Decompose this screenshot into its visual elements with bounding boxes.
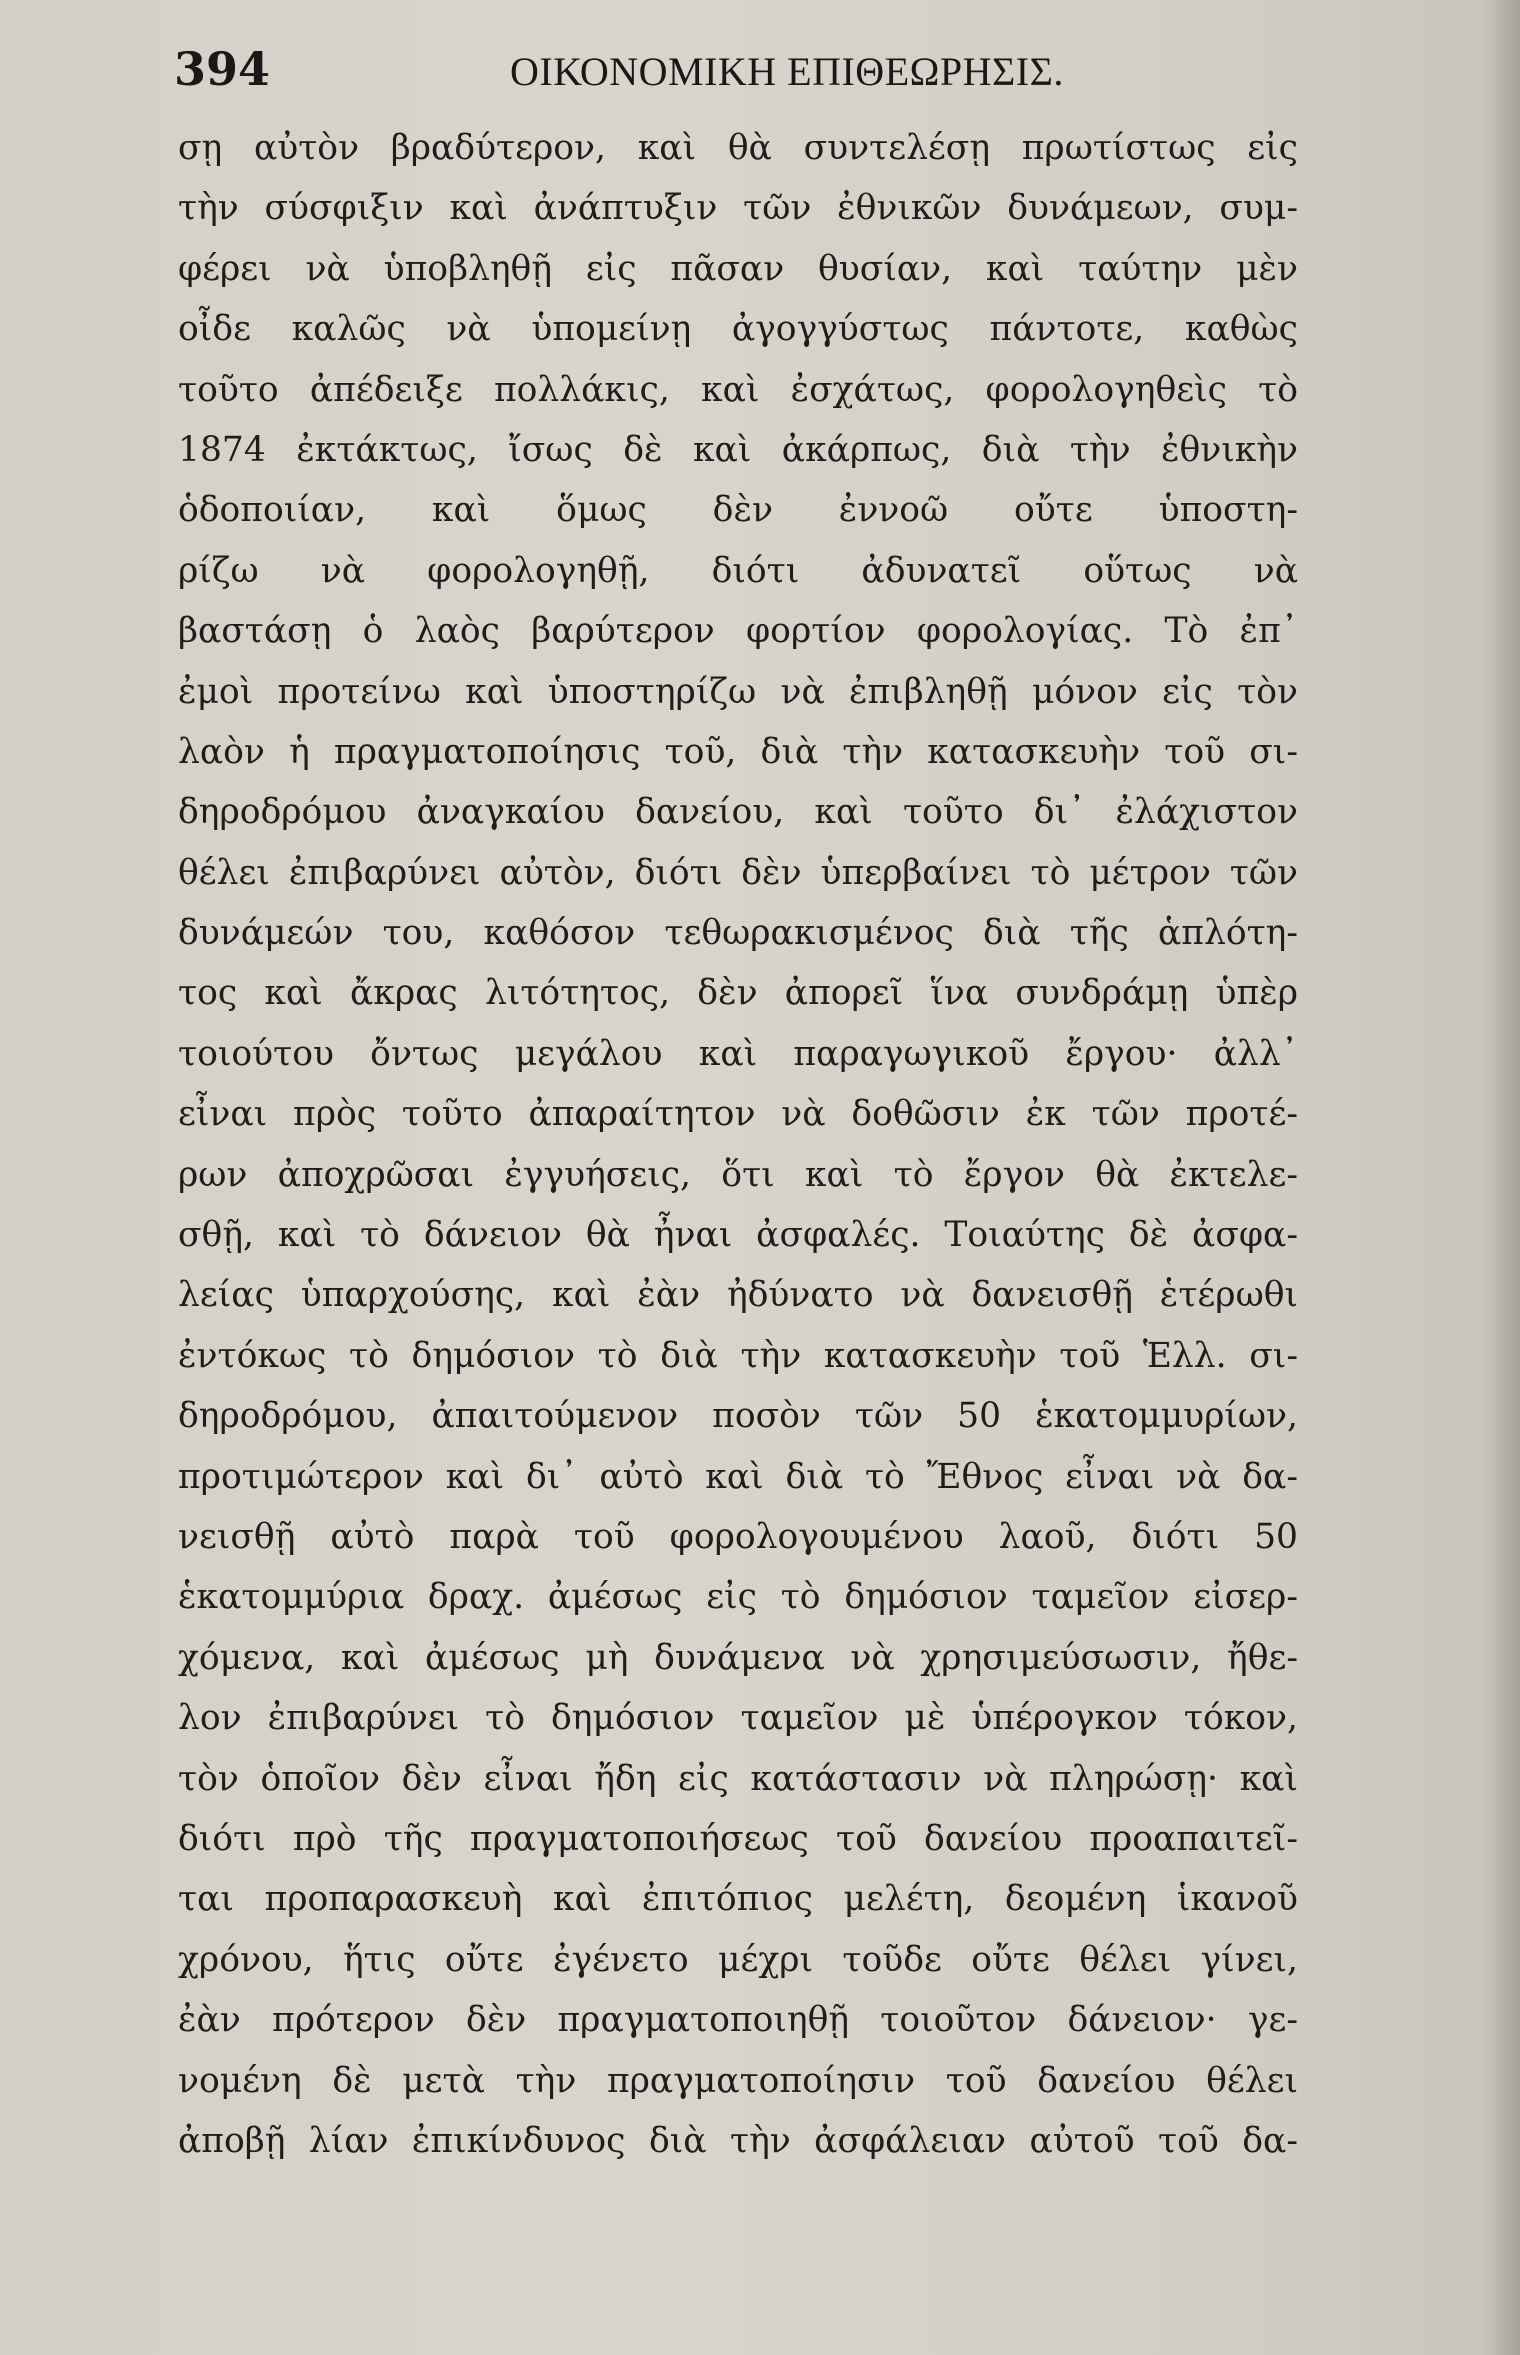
text-line: λον ἐπιβαρύνει τὸ δημόσιον ταμεῖον μὲ ὑπέρογκον τόκον,	[178, 1698, 1298, 1739]
text-line: εἶναι πρὸς τοῦτο ἀπαραίτητον νὰ δοθῶσιν ἐκ τῶν προτέ-	[178, 1094, 1298, 1135]
text-line: τὴν σύσφιξιν καὶ ἀνάπτυξιν τῶν ἐθνικῶν δυνάμεων, συμ-	[178, 188, 1298, 229]
text-line: ἐὰν πρότερον δὲν πραγματοποιηθῇ τοιοῦτον δάνειον· γε-	[178, 2000, 1298, 2041]
text-line: τοιούτου ὄντως μεγάλου καὶ παραγωγικοῦ ἔργου· ἀλλ᾽	[178, 1033, 1298, 1074]
text-line: τος καὶ ἄκρας λιτότητος, δὲν ἀπορεῖ ἵνα συνδράμῃ ὑπὲρ	[178, 973, 1298, 1014]
text-line: ται προπαρασκευὴ καὶ ἐπιτόπιος μελέτη, δεομένη ἱκανοῦ	[178, 1879, 1298, 1920]
running-head	[170, 42, 1330, 112]
body-text	[178, 118, 1318, 2171]
text-line: ὁδοποιίαν, καὶ ὅμως δὲν ἐννοῶ οὔτε ὑποστη-	[178, 490, 1298, 531]
text-line: σθῇ, καὶ τὸ δάνειον θὰ ἦναι ἀσφαλές. Τοιαύτης δὲ ἀσφα-	[178, 1215, 1298, 1256]
text-line: βαστάσῃ ὁ λαὸς βαρύτερον φορτίον φορολογίας. Τὸ ἐπ᾽	[178, 611, 1298, 652]
text-line: χρόνου, ἥτις οὔτε ἐγένετο μέχρι τοῦδε οὔτε θέλει γίνει,	[178, 1939, 1298, 1980]
text-line: ρων ἀποχρῶσαι ἐγγυήσεις, ὅτι καὶ τὸ ἔργον θὰ ἐκτελε-	[178, 1154, 1298, 1195]
text-line: λείας ὑπαρχούσης, καὶ ἐὰν ἠδύνατο νὰ δανεισθῇ ἑτέρωθι	[178, 1275, 1298, 1316]
text-line: φέρει νὰ ὑποβληθῇ εἰς πᾶσαν θυσίαν, καὶ ταύτην μὲν	[178, 248, 1298, 289]
text-line: δηροδρόμου ἀναγκαίου δανείου, καὶ τοῦτο δι᾽ ἐλάχιστον	[178, 792, 1298, 833]
text-line: σῃ αὐτὸν βραδύτερον, καὶ θὰ συντελέσῃ πρωτίστως εἰς	[178, 128, 1298, 168]
journal-title: ΟΙΚΟΝΟΜΙΚΗ ΕΠΙΘΕΩΡΗΣΙΣ.	[510, 49, 1064, 94]
text-line: τὸν ὁποῖον δὲν εἶναι ἤδη εἰς κατάστασιν νὰ πληρώσῃ· καὶ	[178, 1758, 1298, 1799]
text-line: δηροδρόμου, ἀπαιτούμενον ποσὸν τῶν 50 ἑκατομμυρίων,	[178, 1396, 1298, 1437]
text-line: ρίζω νὰ φορολογηθῇ, διότι ἀδυνατεῖ οὕτως νὰ	[178, 550, 1298, 591]
text-line: νομένη δὲ μετὰ τὴν πραγματοποίησιν τοῦ δανείου θέλει	[178, 2060, 1298, 2101]
text-line: 1874 ἐκτάκτως, ἴσως δὲ καὶ ἀκάρπως, διὰ τὴν ἐθνικὴν	[178, 429, 1298, 470]
text-line: θέλει ἐπιβαρύνει αὐτὸν, διότι δὲν ὑπερβαίνει τὸ μέτρον τῶν	[178, 852, 1298, 893]
text-line: ἑκατομμύρια δραχ. ἀμέσως εἰς τὸ δημόσιον ταμεῖον εἰσερ-	[178, 1577, 1298, 1618]
text-line: ἐμοὶ προτείνω καὶ ὑποστηρίζω νὰ ἐπιβληθῇ μόνον εἰς τὸν	[178, 671, 1298, 712]
text-line: τοῦτο ἀπέδειξε πολλάκις, καὶ ἐσχάτως, φορολογηθεὶς τὸ	[178, 369, 1298, 410]
text-line: διότι πρὸ τῆς πραγματοποιήσεως τοῦ δανείου προαπαιτεῖ-	[178, 1818, 1298, 1859]
text-line: λαὸν ἡ πραγματοποίησις τοῦ, διὰ τὴν κατασκευὴν τοῦ σι-	[178, 731, 1298, 772]
text-line: ἀποβῇ λίαν ἐπικίνδυνος διὰ τὴν ἀσφάλειαν αὐτοῦ τοῦ δα-	[178, 2120, 1298, 2161]
text-line: δυνάμεών του, καθόσον τεθωρακισμένος διὰ τῆς ἁπλότη-	[178, 913, 1298, 954]
page-edge-shadow	[1484, 0, 1520, 2355]
text-line: νεισθῇ αὐτὸ παρὰ τοῦ φορολογουμένου λαοῦ, διότι 50	[178, 1516, 1298, 1557]
text-line: οἶδε καλῶς νὰ ὑπομείνῃ ἀγογγύστως πάντοτε, καθὼς	[178, 309, 1298, 350]
text-line: χόμενα, καὶ ἀμέσως μὴ δυνάμενα νὰ χρησιμεύσωσιν, ἤθε-	[178, 1637, 1298, 1678]
text-line: ἐντόκως τὸ δημόσιον τὸ διὰ τὴν κατασκευὴν τοῦ Ἑλλ. σι-	[178, 1335, 1298, 1376]
page-number: 394	[174, 42, 271, 96]
text-line: προτιμώτερον καὶ δι᾽ αὐτὸ καὶ διὰ τὸ Ἔθνος εἶναι νὰ δα-	[178, 1456, 1298, 1497]
